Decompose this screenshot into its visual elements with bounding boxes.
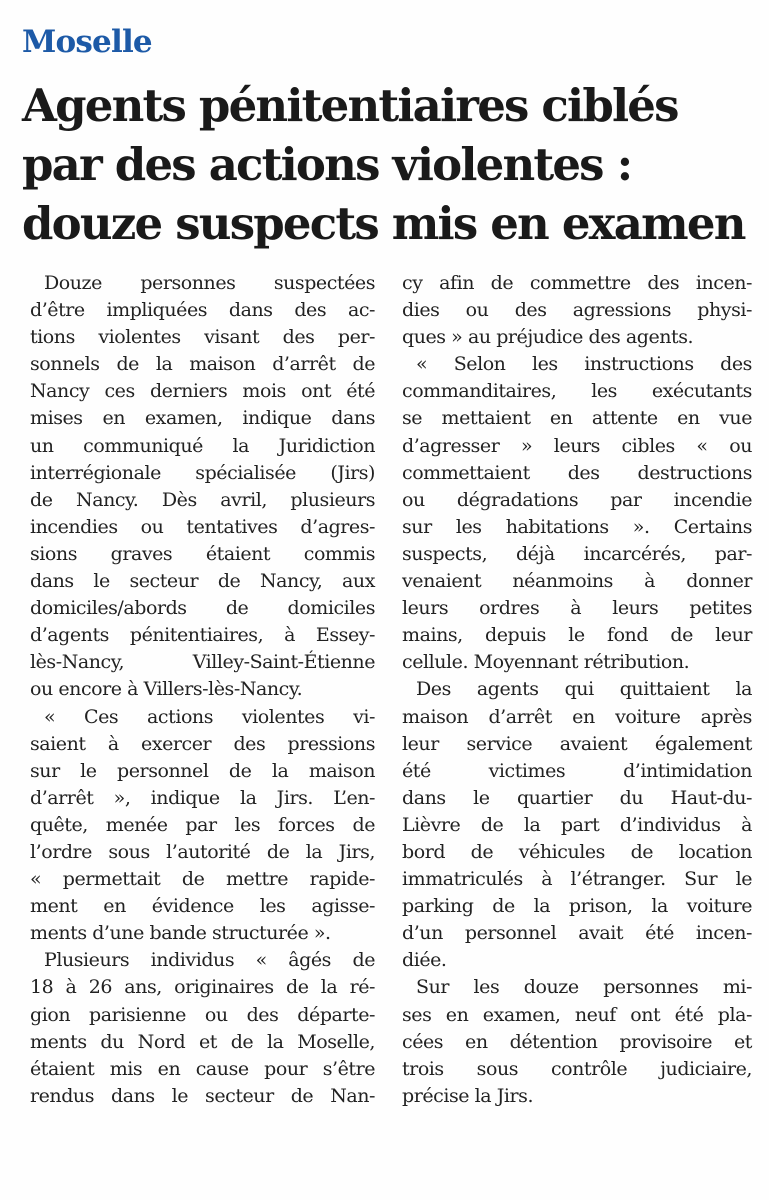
body-line: ments du Nord et de la Moselle, <box>30 1030 375 1053</box>
body-line: cy afin de commettre des incen- <box>402 272 752 294</box>
body-line: sur le personnel de la maison <box>30 759 375 782</box>
body-line: leur service avaient également <box>402 732 752 755</box>
body-line: « permettait de mettre rapide- <box>30 868 375 891</box>
body-line: précise la Jirs. <box>402 1084 534 1107</box>
body-column-left <box>30 270 375 1110</box>
body-line: « Ces actions violentes vi- <box>44 705 375 728</box>
body-line: été victimes d’intimidation <box>402 759 752 782</box>
body-line: dans le secteur de Nancy, aux <box>30 570 375 593</box>
body-line: Des agents qui quittaient la <box>416 678 752 701</box>
body-line: Lièvre de la part d’individus à <box>402 813 752 836</box>
body-line: d’être impliquées dans des ac- <box>30 299 375 322</box>
body-line: leurs ordres à leurs petites <box>402 597 752 620</box>
body-line: bord de véhicules de location <box>402 840 752 863</box>
body-line: maison d’arrêt en voiture après <box>402 705 752 728</box>
body-line: sur les habitations ». Certains <box>402 515 752 538</box>
body-line: l’ordre sous l’autorité de la Jirs, <box>30 840 375 863</box>
body-line: étaient mis en cause pour s’être <box>30 1057 375 1080</box>
body-line: sonnels de la maison d’arrêt de <box>30 353 375 376</box>
body-line: ou encore à Villers-lès-Nancy. <box>30 678 303 701</box>
headline-line: Agents pénitentiaires ciblés <box>22 79 678 132</box>
body-line: quête, menée par les forces de <box>30 813 375 836</box>
body-line: dans le quartier du Haut-du- <box>402 786 752 809</box>
body-line: ment en évidence les agisse- <box>30 895 375 918</box>
body-line: dies ou des agressions physi- <box>402 299 752 322</box>
body-line: ses en examen, neuf ont été pla- <box>402 1003 752 1026</box>
body-line: commettaient des destructions <box>402 461 752 484</box>
body-line: « Selon les instructions des <box>416 353 752 376</box>
body-line: venaient néanmoins à donner <box>402 570 752 593</box>
body-column-right <box>402 270 752 1110</box>
body-line: incendies ou tentatives d’agres- <box>30 515 375 538</box>
headline-line: par des actions violentes : <box>22 138 632 191</box>
body-line: gion parisienne ou des départe- <box>30 1003 375 1026</box>
body-line: ou dégradations par incendie <box>402 488 752 511</box>
body-line: diée. <box>402 949 447 972</box>
body-line: Nancy ces derniers mois ont été <box>30 380 375 403</box>
body-line: trois sous contrôle judiciaire, <box>402 1057 752 1080</box>
body-line: domiciles/abords de domiciles <box>30 597 375 620</box>
body-line: Plusieurs individus « âgés de <box>44 949 375 972</box>
headline-line: douze suspects mis en examen <box>22 197 745 250</box>
body-line: saient à exercer des pressions <box>30 732 375 755</box>
body-line: tions violentes visant des per- <box>30 326 375 349</box>
body-line: d’agresser » leurs cibles « ou <box>402 434 752 457</box>
body-line: rendus dans le secteur de Nan- <box>30 1084 375 1107</box>
body-line: immatriculés à l’étranger. Sur le <box>402 868 752 891</box>
body-line: cellule. Moyennant rétribution. <box>402 651 690 674</box>
body-line: d’un personnel avait été incen- <box>402 922 752 945</box>
body-line: se mettaient en attente en vue <box>402 407 752 430</box>
body-line: suspects, déjà incarcérés, par- <box>402 542 752 565</box>
body-line: d’agents pénitentiaires, à Essey- <box>30 624 375 647</box>
body-line: interrégionale spécialisée (Jirs) <box>30 461 375 484</box>
body-line: lès-Nancy, Villey-Saint-Étienne <box>30 651 375 674</box>
body-line: commanditaires, les exécutants <box>402 380 752 403</box>
body-line: parking de la prison, la voiture <box>402 895 752 918</box>
body-line: de Nancy. Dès avril, plusieurs <box>30 488 375 511</box>
section-kicker: Moselle <box>22 24 152 60</box>
body-line: 18 à 26 ans, originaires de la ré- <box>30 976 375 999</box>
body-line: un communiqué la Juridiction <box>30 434 375 457</box>
body-line: sions graves étaient commis <box>30 542 375 565</box>
body-line: Douze personnes suspectées <box>44 272 375 294</box>
body-line: ments d’une bande structurée ». <box>30 922 331 945</box>
body-line: cées en détention provisoire et <box>402 1030 752 1053</box>
headline <box>22 76 762 253</box>
body-line: d’arrêt », indique la Jirs. L’en- <box>30 786 375 809</box>
body-line: Sur les douze personnes mi- <box>416 976 752 999</box>
body-line: mises en examen, indique dans <box>30 407 375 430</box>
body-line: ques » au préjudice des agents. <box>402 326 694 349</box>
body-line: mains, depuis le fond de leur <box>402 624 752 647</box>
